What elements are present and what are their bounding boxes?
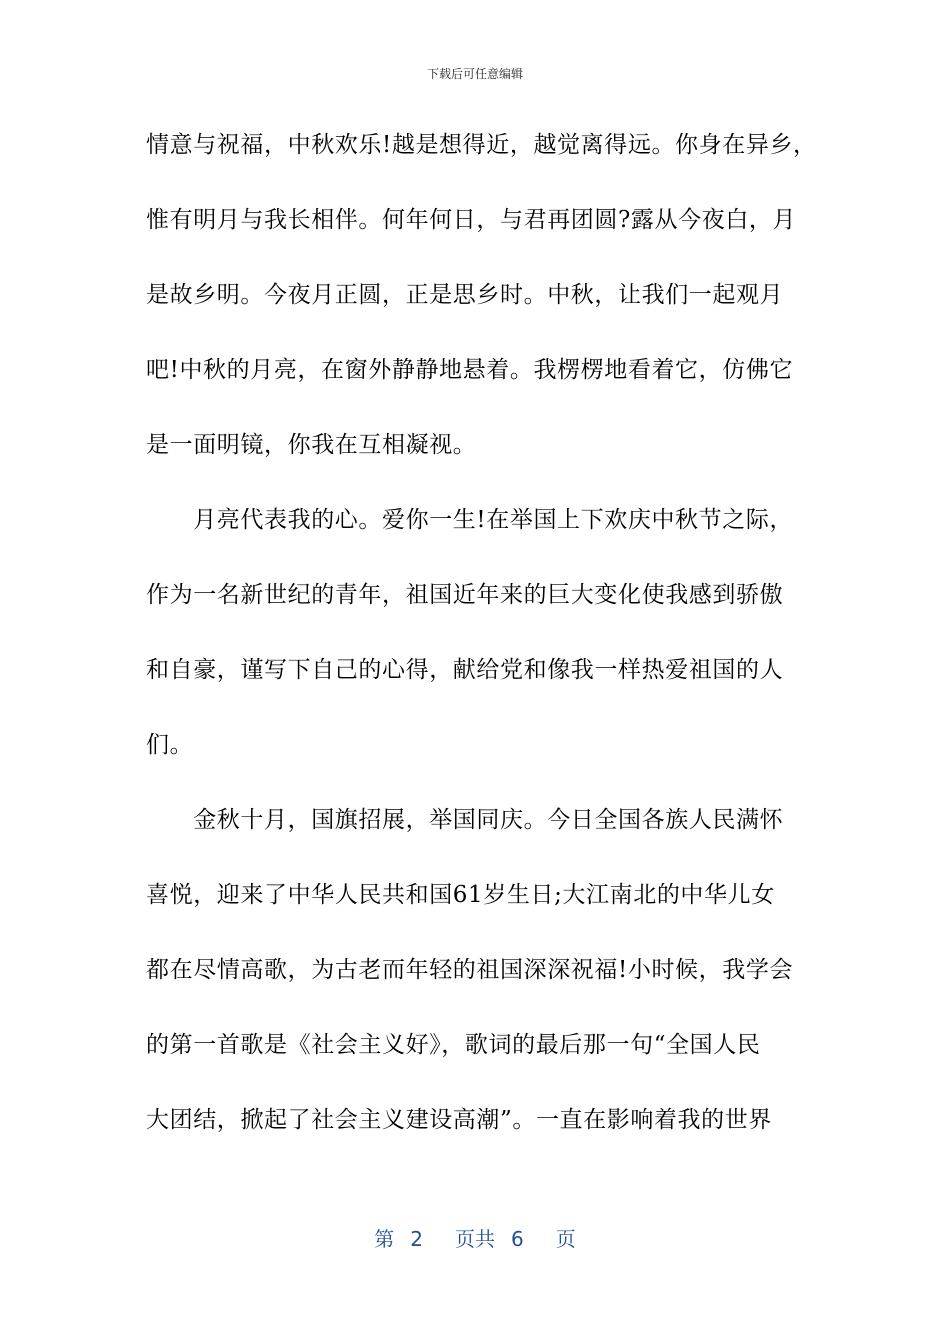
text-line: 吧!中秋的月亮，在窗外静静地悬着。我楞楞地看着它，仿佛它 [146, 357, 794, 383]
footer-prefix: 第 [374, 1227, 395, 1251]
text-line: 是故乡明。今夜月正圆，正是思乡时。中秋，让我们一起观月 [146, 282, 784, 308]
text-line: 情意与祝福，中秋欢乐!越是想得近，越觉离得远。你身在异乡， [146, 132, 817, 158]
footer-suffix: 页 [555, 1227, 576, 1251]
text-line: 喜悦，迎来了中华人民共和国61岁生日;大江南北的中华儿女 [146, 882, 775, 908]
current-page-number: 2 [410, 1227, 423, 1251]
total-pages-number: 6 [511, 1227, 524, 1251]
text-line: 都在尽情高歌，为古老而年轻的祖国深深祝福!小时候，我学会 [146, 957, 794, 983]
text-line: 金秋十月，国旗招展，举国同庆。今日全国各族人民满怀 [146, 807, 784, 833]
text-line: 们。 [146, 732, 194, 758]
text-line: 的第一首歌是《社会主义好》，歌词的最后那一句“全国人民 [146, 1032, 761, 1058]
page-footer [0, 1225, 950, 1253]
text-line: 和自豪，谨写下自己的心得，献给党和像我一样热爱祖国的人 [146, 657, 784, 683]
text-line: 是一面明镜，你我在互相凝视。 [146, 432, 477, 458]
page-header: 下载后可任意编辑 [426, 67, 523, 81]
text-line: 月亮代表我的心。爱你一生!在举国上下欢庆中秋节之际， [146, 507, 794, 533]
text-line: 惟有明月与我长相伴。何年何日，与君再团圆?露从今夜白，月 [146, 207, 797, 233]
text-line: 作为一名新世纪的青年，祖国近年来的巨大变化使我感到骄傲 [146, 582, 784, 608]
footer-middle: 页共 [455, 1227, 495, 1251]
text-line: 大团结，掀起了社会主义建设高潮”。一直在影响着我的世界 [146, 1107, 772, 1133]
